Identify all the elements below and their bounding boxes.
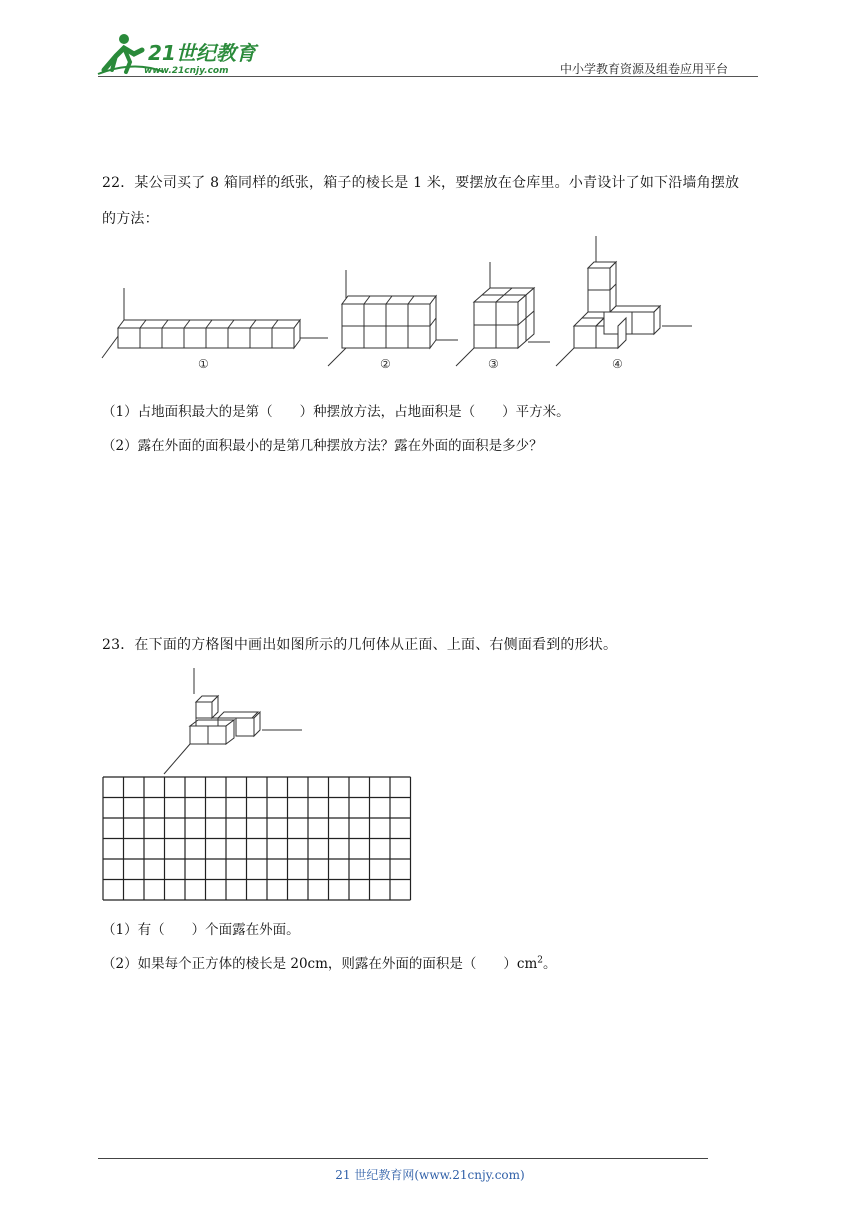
logo <box>94 30 264 78</box>
q23-subquestion-2-end: 。 <box>543 956 557 972</box>
q23-solid-figure <box>160 664 310 778</box>
figure-label-3: ③ <box>488 357 499 371</box>
figure-label-2: ② <box>380 357 391 371</box>
q22-figures <box>96 232 716 378</box>
header-divider <box>98 76 758 77</box>
q22-text-line1: 22．某公司买了 8 箱同样的纸张，箱子的棱长是 1 米，要摆放在仓库里。小青设计了如下沿墙角摆放 <box>102 175 740 191</box>
q23-subquestion-2-text: （2）如果每个正方体的棱长是 20cm，则露在外面的面积是（ ）cm <box>102 956 538 972</box>
logo-text: 21世纪教育 <box>148 41 256 65</box>
site-title: 中小学教育资源及组卷应用平台 <box>560 62 729 76</box>
figure-1 <box>102 288 328 358</box>
q22-text-line2: 的方法： <box>102 211 159 227</box>
answer-grid[interactable] <box>100 774 414 904</box>
q23-text: 23．在下面的方格图中画出如图所示的几何体从正面、上面、右侧面看到的形状。 <box>102 637 618 653</box>
footer-text: 21 世纪教育网(www.21cnjy.com) <box>335 1168 525 1182</box>
unit-superscript: 2 <box>537 955 544 966</box>
figure-label-4: ④ <box>612 357 623 371</box>
footer-divider <box>98 1158 708 1159</box>
figure-2 <box>328 270 458 366</box>
figure-label-1: ① <box>198 357 209 371</box>
logo-url: www.21cnjy.com <box>144 66 229 76</box>
cubes-row <box>118 320 300 348</box>
figure-3 <box>456 262 550 366</box>
q22-subquestion-1: （1）占地面积最大的是第（ ）种摆放方法，占地面积是（ ）平方米。 <box>102 404 570 420</box>
q23-subquestion-1: （1）有（ ）个面露在外面。 <box>102 922 300 938</box>
q22-subquestion-2: （2）露在外面的面积最小的是第几种摆放方法？露在外面的面积是多少？ <box>102 438 543 454</box>
figure-4 <box>556 236 692 366</box>
q23-subquestion-2 <box>102 952 557 972</box>
